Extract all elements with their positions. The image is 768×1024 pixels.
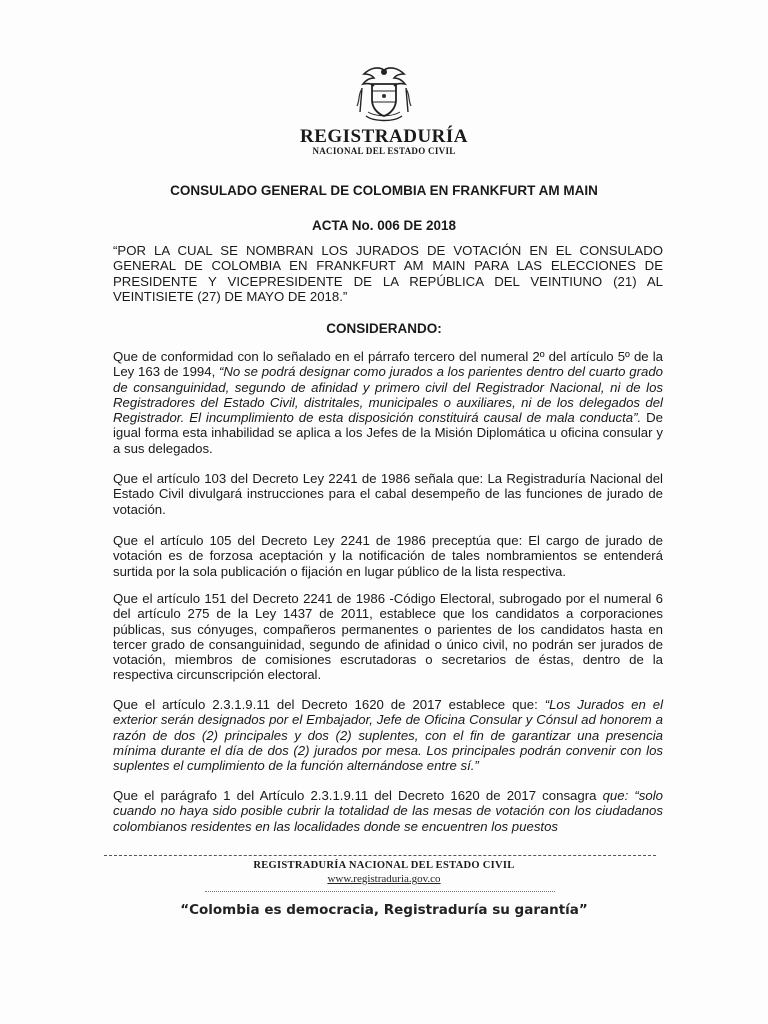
footer-organization: REGISTRADURÍA NACIONAL DEL ESTADO CIVIL [253, 860, 515, 871]
registraduria-logo [0, 62, 768, 156]
acta-number: ACTA No. 006 DE 2018 [311, 218, 457, 233]
coat-of-arms-icon [352, 62, 416, 126]
paragraph-6-quote: que: “solo cuando no haya sido posible cubrir la totalidad de las mesas de votación con los ciudadanos colombianos residentes en las localidades donde se encuentren los puestos [113, 788, 663, 834]
paragraph-6 [113, 788, 663, 834]
paragraph-1-quote: “No se podrá designar como jurados a los parientes dentro del cuarto grado de consanguinidad, segundo de afinidad y primero civil del Registrador Nacional, ni de los Registradores del Estado Civil, distritales, municipales o auxiliares, ni de los delegados del Registrador. El incumplimiento de esta disposición constituirá causal de mala conducta”. [113, 364, 663, 426]
paragraph-3: Que el artículo 105 del Decreto Ley 2241 de 1986 preceptúa que: El cargo de jurado de votación es de forzosa aceptación y la notificación de tales nombramientos se entenderá surtida por la sola publicación o fijación en lugar público de la lista respectiva. [113, 533, 663, 579]
footer-divider-bottom [205, 891, 555, 892]
paragraph-5-lead: Que el artículo 2.3.1.9.11 del Decreto 1620 de 2017 establece que: [113, 697, 545, 712]
paragraph-2: Que el artículo 103 del Decreto Ley 2241 de 1986 señala que: La Registraduría Nacional del Estado Civil divulgará instrucciones para el cabal desempeño de las funciones de jurado de votación. [113, 471, 663, 517]
paragraph-1-lead: Que de conformidad con lo señalado en el párrafo tercero del numeral 2º del artículo 5º de la Ley 163 de 1994, [113, 349, 663, 380]
considerando-heading: CONSIDERANDO: [326, 321, 442, 336]
paragraph-4: Que el artículo 151 del Decreto 2241 de 1986 -Código Electoral, subrogado por el numeral 6 del artículo 275 de la Ley 1437 de 2011, establece que los candidatos a corporaciones públicas, sus cónyuges, compañeros permanentes o parientes de los candidatos hasta en tercer grado de consanguinidad, segundo de afinidad o único civil, no podrán ser jurados de votación, miembros de comisiones escrutadoras o secretarios de éstas, dentro de la respectiva circunscripción electoral. [113, 591, 663, 683]
brand-title: REGISTRADURÍA [299, 126, 469, 147]
paragraph-5-quote: “Los Jurados en el exterior serán designados por el Embajador, Jefe de Oficina Consular y Cónsul ad honorem a razón de dos (2) principales y dos (2) suplentes, con el fin de garantizar una presencia mínima durante el día de dos (2) jurados por mesa. Los principales podrán convenir con los suplentes el cumplimiento de la función alternándose entre sí.” [113, 697, 664, 774]
document-title: “POR LA CUAL SE NOMBRAN LOS JURADOS DE VOTACIÓN EN EL CONSULADO GENERAL DE COLOMBIA EN FRANKFURT AM MAIN PARA LAS ELECCIONES DE PRESIDENTE Y VICEPRESIDENTE DE LA REPÚBLICA DEL VEINTIUNO (21) AL VEINTISIETE (27) DE MAYO DE 2018.” [113, 243, 663, 304]
brand-subtitle: NACIONAL DEL ESTADO CIVIL [312, 146, 456, 156]
paragraph-1 [113, 349, 663, 456]
footer-divider-top [104, 855, 656, 856]
footer-motto: “Colombia es democracia, Registraduría su garantía” [180, 902, 588, 918]
paragraph-1-tail: De igual forma esta inhabilidad se aplica a los Jefes de la Misión Diplomática u oficina consular y a sus delegados. [113, 410, 663, 456]
paragraph-5 [113, 697, 663, 773]
footer-website-link[interactable]: www.registraduria.gov.co [327, 873, 441, 885]
consulado-heading: CONSULADO GENERAL DE COLOMBIA EN FRANKFURT AM MAIN [170, 183, 598, 198]
paragraph-6-lead: Que el parágrafo 1 del Artículo 2.3.1.9.11 del Decreto 1620 de 2017 consagra [113, 788, 603, 803]
